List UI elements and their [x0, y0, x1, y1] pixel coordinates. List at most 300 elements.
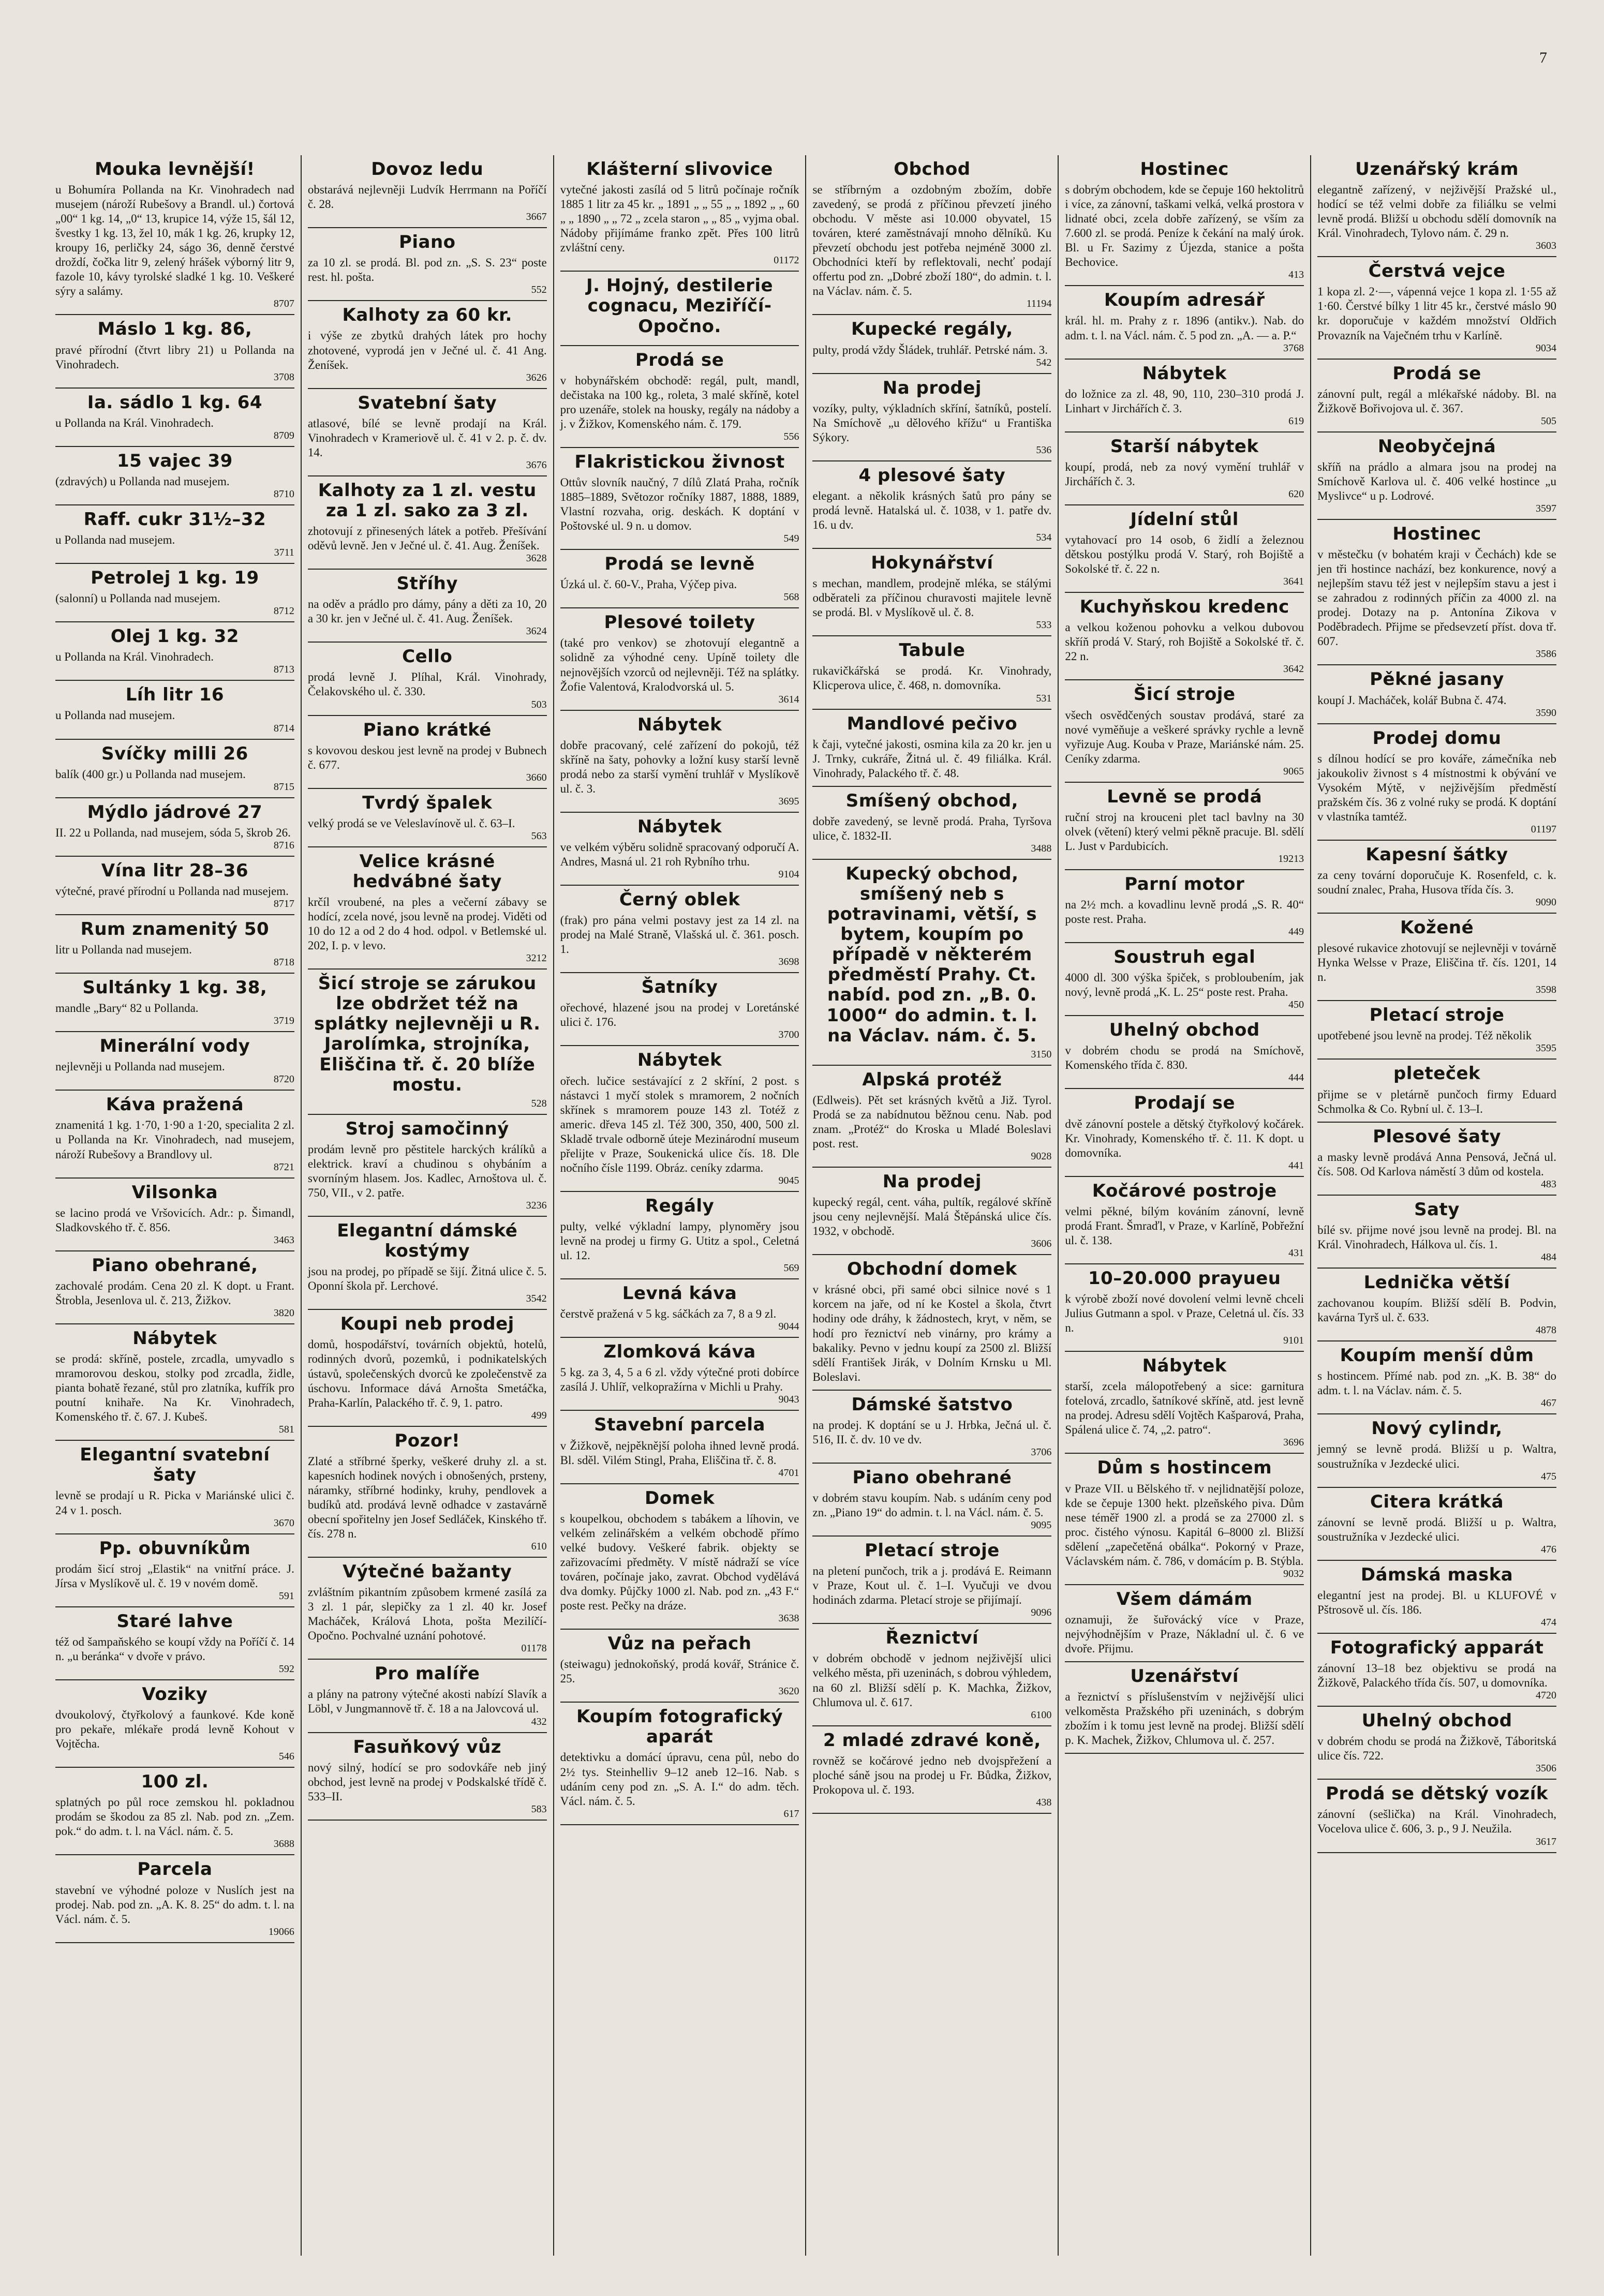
classified-ad — [1065, 505, 1304, 593]
ad-body: se lacino prodá ve Vršovicích. Adr.: p. Šimandl, Sladkovského tř. č. 856. — [55, 1206, 294, 1234]
ad-body: nejlevněji u Pollanda nad musejem. — [55, 1060, 225, 1074]
classified-ad — [560, 1192, 799, 1279]
ad-number: 9090 — [1535, 897, 1556, 908]
classified-ad — [308, 570, 547, 643]
ad-body: levně se prodají u R. Picka v Mariánské ulici č. 24 v 1. posch. — [55, 1489, 294, 1517]
ad-body: u Pollanda na Král. Vinohradech. — [55, 416, 214, 429]
ad-body: čerstvě pražená v 5 kg. sáčkách za 7, 8 a 9 zl. — [560, 1307, 777, 1321]
ad-number: 3212 — [526, 952, 547, 964]
ad-column — [302, 155, 554, 2256]
ad-body: za 10 zl. se prodá. Bl. pod zn. „S. S. 23“ poste rest. hl. pošta. — [307, 256, 547, 284]
ad-body: prodám šicí stroj „Elastik“ na vnitřní práce. J. Jírsa v Myslíkově ul. č. 19 v novém domě. — [55, 1562, 294, 1590]
ad-body: splatných po půl roce zemskou hl. pokladnou prodám se škodou za 85 zl. Nab. pod zn. „Zem. pok.“ do adm. t. l. na Václ. nám. č. 5. — [55, 1796, 294, 1838]
ad-body: zachovalé prodám. Cena 20 zl. K dopt. u Frant. Štrobla, Jesenlova ul. č. 213, Žižkov. — [55, 1279, 294, 1307]
ad-body: II. 22 u Pollanda, nad musejem, sóda 5, škrob 26. — [55, 826, 291, 839]
ad-heading: Vilsonka — [131, 1182, 218, 1203]
ad-body: ořechové, hlazené jsou na prodej v Loretánské ulici č. 176. — [560, 1001, 799, 1029]
ad-body: na pletení punčoch, trik a j. prodává E. Reimann v Praze, Kout ul. č. 1–I. Vyučuji ve dvou hodinách zdarma. Pletací stroje se přijímají. — [812, 1564, 1052, 1607]
ad-number: 3597 — [1535, 502, 1556, 514]
ad-body: s hostincem. Přímé nab. pod zn. „K. B. 38“ do adm. t. l. na Václav. nám. č. 5. — [1317, 1369, 1556, 1397]
ad-body: v dobrém stavu koupím. Nab. s udáním ceny pod zn. „Piano 19“ do admin. t. l. na Václ. nám. č. 5. — [812, 1491, 1052, 1519]
ad-body: k čaji, vytečné jakosti, osmina kila za 20 kr. jen u J. Trnky, cukráře, Žitná ul. č. 49 filiálka. Král. Vinohrady, Palackého tř. č. 48. — [812, 737, 1052, 780]
classified-ad — [55, 1091, 294, 1178]
classified-ad — [812, 1255, 1051, 1390]
ad-body: zachovanou koupím. Bližší sdělí B. Podvin, kavárna Tyrš ul. č. 633. — [1317, 1296, 1556, 1324]
classified-ad — [560, 272, 799, 346]
ad-number: 8716 — [273, 839, 294, 851]
ad-body: dobře zavedený, se levně prodá. Praha, Tyršova ulice, č. 1832-II. — [812, 814, 1052, 842]
classified-ad — [1065, 1662, 1304, 1754]
ad-body: elegantní jest na prodej. Bl. u KLUFOVÉ v Pštrosově ul. čís. 186. — [1317, 1588, 1556, 1616]
ad-body: všech osvědčených soustav prodává, staré za nové vyměňuje a veškeré správky rychle a levně vyřizuje Aug. Kouba v Praze, Mariánské nám. 25. Ceníky zdarma. — [1065, 708, 1304, 765]
classified-ad — [55, 1441, 294, 1534]
ad-heading: Nábytek — [132, 1328, 217, 1349]
ad-heading: Elegantní dámské kostýmy — [337, 1220, 518, 1262]
ad-number: 3590 — [1535, 707, 1556, 719]
ad-heading: Všem dámám — [1116, 1588, 1253, 1609]
ad-heading: Sultánky 1 kg. 38, — [82, 977, 268, 998]
ad-number: 3506 — [1535, 1763, 1556, 1775]
ad-number: 8720 — [273, 1074, 294, 1085]
ad-heading: Vína litr 28–36 — [101, 860, 249, 881]
ad-body: starší, zcela málopotřebený a sice: garnitura fotelová, zrcadlo, šatníkové skříně, atd. jest levně na prodej. Adresu sdělí Vojtěch Kašparová, Praha, Spálená ulice č. 74, „2. patro“. — [1065, 1380, 1304, 1437]
ad-body: s mechan, mandlem, prodejně mléka, se stálými odběrateli za příčinou churavosti majitele levně se prodá. Bl. v Myslíkově ul. č. 8. — [812, 577, 1052, 619]
classified-ad — [55, 1324, 294, 1441]
ad-number: 3768 — [1283, 342, 1304, 354]
ad-number: 3641 — [1283, 576, 1304, 588]
ad-number: 3150 — [1031, 1048, 1052, 1060]
ad-heading: Nábytek — [637, 1050, 722, 1071]
ad-number: 484 — [1540, 1251, 1556, 1263]
ad-heading: Petrolej 1 kg. 19 — [91, 568, 259, 589]
ad-number: 8707 — [273, 298, 294, 310]
ad-number: 3236 — [526, 1200, 547, 1212]
ad-body: v Praze VII. u Bělského tř. v nejlidnatější poloze, kde se čepuje 1300 hekt. plzeňského piva. Dům nese téměř 1900 zl. a prodá se za 27000 zl. s proc. čistého výnosu. Kapitál 6–8000 zl. Bližší sdělení „zapečetěná obálka“. Pokorný v Praze, Václavském nám. č. 786, v domácím p. B. Stýbla. — [1065, 1482, 1304, 1568]
ad-number: 483 — [1540, 1178, 1556, 1190]
classified-ad — [812, 1726, 1051, 1814]
ad-heading: Nábytek — [637, 714, 722, 735]
ad-heading: Dámská maska — [1360, 1564, 1513, 1585]
classified-ad — [812, 860, 1051, 1066]
ad-heading: Šatníky — [641, 977, 718, 998]
ad-body: zhotovují z přinesených látek a potřeb. Přešívání oděvů levně. Jen v Ječné ul. č. 41. Aug. Ženíšek. — [307, 525, 547, 553]
ad-body: kupecký regál, cent. váha, pultík, regálové skříně jsou ceny nejlevnější. Malá Štěpánská ulice čís. 1932, v obchodě. — [812, 1196, 1052, 1238]
ad-heading: 4 plesové šaty — [858, 465, 1006, 486]
ad-number: 3620 — [778, 1686, 799, 1697]
ad-heading: Šicí stroje se zárukou lze obdržet též na splátky nejlevněji u R. Jarolímka, strojníka, Eliščina tř. č. 20 blíže mostu. — [314, 973, 541, 1095]
ad-body: Úzká ul. č. 60-V., Praha, Výčep piva. — [560, 578, 737, 591]
classified-ad — [1065, 155, 1304, 286]
ad-body: skříň na prádlo a almara jsou na prodej na Smíchově Karlova ul. č. 406 velké hostince „u Myslivce“ u p. Lodrové. — [1317, 460, 1556, 502]
ad-heading: Saty — [1414, 1199, 1460, 1220]
ad-number: 556 — [783, 430, 799, 442]
ad-body: pulty, velké výkladní lampy, plynoměry jsou levně na prodej u firmy G. Utitz a spol., Celetná ul. 12. — [560, 1220, 799, 1262]
classified-ad — [560, 1484, 799, 1630]
ad-heading: Pěkné jasany — [1370, 669, 1504, 690]
classified-ad — [1317, 724, 1556, 841]
ad-number: 438 — [1036, 1796, 1052, 1808]
ad-heading: Prodá se dětský vozík — [1326, 1783, 1548, 1805]
ad-body: do ložnice za zl. 48, 90, 110, 230–310 prodá J. Linhart v Jirchářích č. 3. — [1065, 387, 1304, 415]
ad-heading: Kupecké regály, — [851, 319, 1013, 340]
ad-number: 568 — [783, 591, 799, 603]
classified-ad — [55, 622, 294, 681]
ad-number: 505 — [1540, 415, 1556, 427]
ad-number: 3695 — [778, 795, 799, 807]
ad-heading: Koupím menší dům — [1340, 1345, 1534, 1366]
ad-number: 620 — [1288, 488, 1304, 500]
ad-body: u Pollanda nad musejem. — [55, 709, 175, 722]
ad-body: a velkou koženou pohovku a velkou dubovou skříň prodá V. Starý, roh Bojiště a Sokolské tř. č. 22 n. — [1065, 621, 1304, 663]
ad-number: 528 — [531, 1097, 547, 1109]
classified-ad — [812, 374, 1051, 461]
ad-body: dvoukolový, čtyřkolový a faunkové. Kde koně pro pekaře, mlékaře prodá levně Kohout v Vojtěcha. — [55, 1708, 294, 1751]
classified-ad — [1065, 1264, 1304, 1352]
ad-number: 533 — [1036, 619, 1052, 631]
classified-ad — [1317, 841, 1556, 914]
ad-number: 8714 — [273, 722, 294, 734]
ad-heading: Černý oblek — [619, 889, 740, 911]
ad-heading: Pro malíře — [375, 1663, 480, 1684]
ad-body: též od šampaňského se koupí vždy na Poříčí č. 14 n. „u beránka“ v dvoře v právo. — [55, 1635, 294, 1663]
ad-number: 3598 — [1535, 984, 1556, 996]
ad-heading: Čerstvá vejce — [1368, 261, 1506, 282]
classified-ad — [55, 447, 294, 505]
ad-number: 3708 — [273, 371, 294, 383]
classified-ad — [55, 915, 294, 974]
classified-ad — [812, 636, 1051, 709]
ad-heading: Mouka levnější! — [95, 159, 255, 180]
ad-number: 9032 — [1283, 1568, 1304, 1579]
ad-heading: Klášterní slivovice — [586, 159, 773, 180]
classified-ad — [560, 1411, 799, 1484]
classified-ad — [560, 886, 799, 973]
classified-ad — [1065, 1177, 1304, 1264]
classified-ad — [812, 1168, 1051, 1255]
ad-number: 6100 — [1031, 1709, 1052, 1721]
classified-ad — [560, 155, 799, 272]
classified-ad — [560, 1630, 799, 1703]
classified-ad — [812, 1391, 1051, 1464]
ad-heading: Citera krátká — [1370, 1491, 1504, 1512]
ad-number: 19213 — [1278, 853, 1304, 864]
ad-heading: Starší nábytek — [1110, 436, 1259, 457]
ad-heading: Obchodní domek — [847, 1259, 1017, 1280]
ad-heading: Smíšený obchod, — [845, 790, 1019, 811]
ad-heading: Obchod — [894, 159, 971, 180]
ad-heading: Koupi neb prodej — [340, 1314, 514, 1335]
ad-heading: pleteček — [1393, 1063, 1481, 1084]
ad-body: na prodej. K doptání se u J. Hrbka, Ječná ul. č. 516, II. č. dv. 10 ve dv. — [812, 1418, 1052, 1446]
ad-body: elegantně zařízený, v nejživější Pražské ul., hodící se též velmi dobře za filiálku se velmi levně prodá. Bližší u obchodu sdělí domovník na Král. Vinohradech, Tylovo nám. č. 29 n. — [1317, 183, 1556, 240]
ad-number: 3463 — [273, 1234, 294, 1246]
ad-heading: 10–20.000 prayueu — [1088, 1268, 1281, 1289]
classified-ad — [55, 564, 294, 622]
ad-number: 01178 — [521, 1643, 547, 1654]
classified-ad — [308, 228, 547, 301]
ad-body: s kovovou deskou jest levně na prodej v Bubnech č. 677. — [307, 743, 547, 771]
ad-body: (zdravých) u Pollanda nad musejem. — [55, 474, 230, 488]
ad-number: 3700 — [778, 1029, 799, 1041]
ad-heading: Svatební šaty — [358, 392, 497, 413]
ad-heading: Kupecký obchod, smíšený neb s potravinami, větší, s bytem, koupím po případě v některém předměstí Prahy. Ct. nabíd. pod zn. „B. 0. 1000“ do admin. t. l. na Václav. nám. č. 5. — [826, 863, 1038, 1046]
classified-ad — [1317, 1196, 1556, 1269]
classified-ad — [1065, 433, 1304, 505]
ad-number: 01172 — [774, 255, 799, 266]
ad-body: jsou na prodej, po případě se šijí. Žitná ulice č. 5. Oponní škola př. Lerchové. — [307, 1265, 547, 1293]
classified-ad — [308, 1733, 547, 1821]
ad-body: u Bohumíra Pollanda na Kr. Vinohradech nad musejem (nároží Rubešovy a Brandl. ul.) čortová „00“ 1 kg. 14, „0“ 13, krupice 14, výže 15, šál 12, švestky 1 kg. 13, žel 10, mák 1 kg. 26, krupky 12, kroupy 16, perličky 24, ságo 36, denně čerstvé droždí, čočka litr 9, zelený hrášek výborný litr 9, fazole 10, kávy tyrolské sladké 1 kg. 10. Veškeré sýry a salámy. — [55, 183, 294, 298]
ad-body: u Pollanda na Král. Vinohradech. — [55, 650, 214, 664]
ad-number: 3660 — [526, 771, 547, 783]
ad-heading: Neobyčejná — [1377, 436, 1496, 457]
classified-ad — [1065, 360, 1304, 433]
ad-body: u Pollanda nad musejem. — [55, 533, 175, 547]
ad-body: elegant. a několik krásných šatů pro pány se prodá levně. Hatalská ul. č. 1038, v 1. patře dv. 16. u dv. — [812, 489, 1052, 532]
ad-heading: Stroj samočinný — [345, 1118, 509, 1139]
ad-body: zvláštním pikantním způsobem krmené zasílá za 3 zl. 1 pár, slepičky za 1 zl. 40 kr. Josef Macháček, Králová Lhota, pošta Mezilíčí-Opočno. Pochvalné uznání pohotové. — [307, 1586, 547, 1643]
ad-number: 3586 — [1535, 648, 1556, 660]
ad-body: upotřebené jsou levně na prodej. Též několik — [1317, 1029, 1532, 1042]
classified-ad — [1065, 1454, 1304, 1585]
ad-number: 9096 — [1031, 1607, 1052, 1619]
ad-heading: Olej 1 kg. 32 — [110, 626, 239, 647]
ad-body: v dobrém obchodě v jednom nejživější ulici velkého města, při uzeninách, s dobrou výhledem, na 60 zl. Bližší sdělí p. K. Machka, Žižkov, Chlumova ul. č. 617. — [812, 1652, 1052, 1709]
ad-heading: Dovoz ledu — [371, 159, 484, 180]
classified-ad — [55, 1855, 294, 1943]
classified-ad — [1065, 286, 1304, 359]
classified-ad — [308, 643, 547, 715]
ad-heading: Staré lahve — [116, 1611, 233, 1632]
classified-ad — [1317, 1634, 1556, 1707]
ad-body: zánovní se levně prodá. Bližší u p. Waltra, soustružníka v Jezdecké ulici. — [1317, 1515, 1556, 1543]
ad-heading: Svíčky milli 26 — [101, 743, 248, 764]
classified-ad — [1317, 1269, 1556, 1341]
ad-body: 1 kopa zl. 2·—, vápenná vejce 1 kopa zl. 1·55 až 1·60. Čerstvé bílky 1 litr 45 kr., čerstvé máslo 90 kr. doporučuje v každém množství Oldřich Provazník na Vaječném trhu v Karlíně. — [1317, 285, 1556, 342]
classified-ad — [560, 973, 799, 1046]
ad-number: 01197 — [1531, 823, 1556, 835]
ad-heading: Stavební parcela — [594, 1414, 765, 1436]
ad-number: 3626 — [526, 371, 547, 383]
classified-ad — [55, 1607, 294, 1680]
classified-ad — [1317, 1488, 1556, 1561]
ad-heading: J. Hojný, destilerie cognacu, Meziříčí-Opočno. — [586, 275, 774, 337]
ad-body: zánovní pult, regál a mlékařské nádoby. Bl. na Žižkově Bořivojova ul. č. 367. — [1317, 387, 1556, 415]
ad-body: krčíl vroubené, na ples a večerní zábavy se hodící, zcela nové, jsou levně na prodej. Viděti od 10 do 12 a od 2 do 4 hod. odpol. v Betlemské ul. 202, I. p. v levo. — [307, 896, 547, 952]
ad-heading: Domek — [644, 1487, 715, 1509]
ad-number: 8717 — [273, 898, 294, 910]
ad-heading: Prodá se levně — [604, 554, 755, 575]
ad-number: 3706 — [1031, 1446, 1052, 1458]
classified-ad — [812, 1537, 1051, 1624]
ad-heading: Nábytek — [1142, 1355, 1227, 1377]
classified-ad — [560, 813, 799, 886]
ad-heading: Ia. sádlo 1 kg. 64 — [87, 392, 263, 413]
ad-body: Zlaté a stříbrné šperky, veškeré druhy zl. a st. kapesních hodinek nových i obnošených, prsteny, náramky, stříbrné hodinky, kruhy, pendlovek a budíků atd. prodává levně odhadce v zastavárně obecní spořitelny jen Josef Sedláček, Kinského tř. čís. 278 n. — [307, 1454, 547, 1540]
ad-heading: Minerální vody — [99, 1036, 250, 1057]
ad-heading: Voziky — [142, 1683, 208, 1705]
ad-heading: Jídelní stůl — [1130, 509, 1239, 530]
classified-ad — [1317, 1123, 1556, 1196]
classified-ad — [812, 1624, 1051, 1726]
classified-ad — [1317, 1707, 1556, 1780]
ad-number: 610 — [531, 1541, 547, 1553]
ad-body: koupí J. Macháček, kolář Bubna č. 474. — [1317, 693, 1507, 707]
ad-column — [49, 155, 302, 2256]
classified-ad — [560, 550, 799, 608]
classified-ad — [55, 505, 294, 564]
ad-heading: Soustruh egal — [1113, 947, 1256, 968]
ad-number: 8718 — [273, 957, 294, 968]
ad-number: 432 — [531, 1716, 547, 1727]
ad-heading: Máslo 1 kg. 86, — [97, 319, 253, 340]
classified-ad — [55, 155, 294, 315]
ad-number: 8709 — [273, 429, 294, 441]
ad-heading: Dům s hostincem — [1097, 1457, 1272, 1479]
ad-number: 474 — [1540, 1616, 1556, 1628]
ad-number: 3698 — [778, 956, 799, 968]
ad-number: 8715 — [273, 781, 294, 793]
ad-number: 11194 — [1026, 298, 1052, 310]
ad-body: se prodá: skříně, postele, zrcadla, umyvadlo s mramorovou deskou, stolky pod zrcadla, židle, pianta bohatě řezané, stůl pro zlatníka, kufřík pro poutní knihaře. Na Kr. Vinohradech, Komenského tř. č. 67. J. Kubeš. — [55, 1352, 294, 1424]
ad-heading: Elegantní svatební šaty — [80, 1444, 270, 1486]
ad-heading: Alpská protéž — [862, 1069, 1002, 1090]
ad-heading: Stříhy — [396, 573, 458, 594]
ad-heading: Káva pražená — [106, 1094, 244, 1115]
ad-body: (Edlweis). Pět set krásných květů a Již. Tyrol. Prodá se za nabídnutou běžnou cenu. Nab. pod znam. „Protéž“ do Kroska u Mladé Boleslavi post. rest. — [812, 1093, 1052, 1150]
ad-heading: Parcela — [137, 1859, 213, 1880]
ad-heading: Zlomková káva — [603, 1341, 756, 1363]
classified-ad — [55, 1032, 294, 1091]
ad-heading: Šicí stroje — [1133, 684, 1236, 705]
classified-ad — [1065, 870, 1304, 943]
classified-ad — [1317, 1001, 1556, 1060]
classified-ad — [1065, 680, 1304, 782]
ad-number: 3711 — [274, 547, 294, 559]
ad-heading: Kuchyňskou kredenc — [1079, 597, 1289, 618]
classified-ad — [560, 1703, 799, 1825]
ad-body: (steiwagu) jednokoňský, prodá kovář, Stránice č. 25. — [560, 1658, 799, 1686]
ad-number: 549 — [783, 533, 799, 545]
ad-number: 441 — [1288, 1159, 1304, 1171]
ad-heading: Prodej domu — [1372, 727, 1502, 749]
classified-ad — [55, 315, 294, 388]
ad-heading: Pozor! — [394, 1430, 461, 1451]
classified-ad — [1317, 1060, 1556, 1122]
ad-heading: Parní motor — [1124, 873, 1245, 894]
classified-ad — [1317, 257, 1556, 359]
ad-body: pravé přírodní (čtvrt libry 21) u Pollanda na Vinohradech. — [55, 343, 294, 371]
ad-number: 581 — [278, 1424, 294, 1436]
classified-ad — [1317, 665, 1556, 724]
ad-heading: Na prodej — [882, 1171, 982, 1192]
classified-ad — [1317, 1414, 1556, 1487]
classified-ad — [1317, 1780, 1556, 1853]
ad-body: na oděv a prádlo pro dámy, pány a děti za 10, 20 a 30 kr. jen v Ječné ul. č. 41. Aug. Ženíšek. — [307, 598, 547, 625]
ad-number: 9045 — [778, 1174, 799, 1186]
classified-ad — [55, 857, 294, 915]
classified-ad — [308, 389, 547, 476]
ad-body: prodám levně pro pěstitele harckých králíků a elektrick. kraví a chudinou s ohybáním a svorníným hlasem. Jos. Kadlec, Arnoštova ul. č. 750, VII., v 2. patře. — [307, 1142, 547, 1199]
ad-number: 450 — [1288, 999, 1304, 1011]
classified-ad — [812, 1066, 1051, 1168]
ad-heading: Líh litr 16 — [125, 684, 225, 706]
classified-ad — [308, 1558, 547, 1660]
classified-ad — [1065, 1585, 1304, 1662]
ad-body: rovněž se kočárové jedno neb dvojspřežení a ploché sáně jsou na prodej u Fr. Bůdka, Žižkov, Prokopova ul. č. 193. — [812, 1754, 1052, 1796]
ad-number: 8721 — [273, 1161, 294, 1173]
classified-ad — [55, 1680, 294, 1768]
ad-heading: Koupím adresář — [1104, 290, 1265, 311]
classified-ad — [308, 789, 547, 847]
classified-ad — [1065, 783, 1304, 870]
ad-body: 5 kg. za 3, 4, 5 a 6 zl. vždy výtečné proti dobírce zasílá J. Uhlíř, velkopražírna v Michli u Prahy. — [560, 1366, 799, 1394]
classified-ad — [560, 1338, 799, 1411]
ad-body: atlasové, bílé se levně prodají na Král. Vinohradech v Krameriově ul. č. 41 v 2. p. č. dv. 14. — [307, 416, 547, 459]
ad-heading: Na prodej — [882, 377, 982, 398]
ad-number: 3719 — [273, 1015, 294, 1027]
ad-heading: Raff. cukr 31½–32 — [83, 509, 266, 530]
ad-heading: Pletací stroje — [864, 1540, 1000, 1561]
ad-body: plesové rukavice zhotovují se nejlevněji v továrně Hynka Welsse v Praze, Eliščina tř. čís. 1201, 14 n. — [1317, 942, 1556, 984]
ad-heading: Flakristickou živnost — [574, 451, 785, 472]
ad-body: dvě zánovní postele a dětský čtyřkolový kočárek. Kr. Vinohrady, Komenského tř. č. 11. K dopt. u domovníka. — [1065, 1117, 1304, 1159]
ad-heading: Piano obehrané — [852, 1467, 1012, 1488]
ad-body: vozíky, pulty, výkladních skříní, šatníků, postelí. Na Smíchově „u dělového křížu“ u Františka Sýkory. — [812, 401, 1052, 444]
ad-number: 475 — [1540, 1470, 1556, 1482]
ad-body: ruční stroj na krouceni plet tacl bavlny na 30 olvek (větení) který velmi pěkně pracuje. Bl. sdělí L. Just v Pardubicích. — [1065, 810, 1304, 853]
ad-number: 3595 — [1535, 1042, 1556, 1054]
ad-heading: Hostinec — [1392, 523, 1481, 544]
ad-number: 4720 — [1535, 1690, 1556, 1702]
ad-heading: Koupím fotografický aparát — [576, 1706, 783, 1748]
classified-ad — [55, 740, 294, 798]
classified-ad — [560, 346, 799, 448]
ad-heading: Piano obehrané, — [92, 1255, 258, 1276]
classified-ad — [812, 155, 1051, 315]
ad-body: obstarává nejlevněji Ludvík Herrmann na Poříčí č. 28. — [307, 183, 547, 211]
ad-body: král. hl. m. Prahy z r. 1896 (antikv.). Nab. do adm. t. l. na Václ. nám. č. 5 pod zn. „A. — a. P.“ — [1065, 314, 1304, 342]
classified-ad — [308, 847, 547, 970]
ad-body: v dobrém chodu se prodá na Žižkově, Táboritská ulice čís. 722. — [1317, 1735, 1556, 1763]
ad-number: 542 — [1036, 356, 1052, 368]
ad-heading: Piano krátké — [363, 719, 492, 740]
ad-number: 476 — [1540, 1543, 1556, 1555]
classified-ad — [1317, 520, 1556, 665]
ad-number: 9101 — [1283, 1335, 1304, 1347]
ad-number: 3670 — [273, 1517, 294, 1529]
ad-body: k výrobě zboží nové dovolení velmi levně chceli Julius Gutmann a spol. v Praze, Celetná ul. čís. 33 n. — [1065, 1292, 1304, 1335]
ad-body: litr u Pollanda nad musejem. — [55, 943, 192, 957]
classified-ad — [1317, 155, 1556, 257]
ad-number: 8710 — [273, 488, 294, 500]
ad-body: oznamuji, že šuřovácký více v Praze, nejvýhodnějším v Praze, Nákladní ul. č. 6 ve dvoře. Přijmu. — [1065, 1613, 1304, 1656]
ad-number: 4701 — [778, 1467, 799, 1479]
classified-ad — [55, 974, 294, 1032]
ad-body: mandle „Bary“ 82 u Pollanda. — [55, 1002, 199, 1015]
ad-number: 467 — [1540, 1397, 1556, 1409]
ad-number: 3614 — [778, 693, 799, 705]
ad-body: v dobrém chodu se prodá na Smíchově, Komenského třída č. 830. — [1065, 1044, 1304, 1072]
classified-ad — [55, 1768, 294, 1855]
ad-body: znamenitá 1 kg. 1·70, 1·90 a 1·20, specialita 2 zl. u Pollanda na Kr. Vinohradech, nad musejem, nároží Rubešovy a Brandlovy ul. — [55, 1119, 294, 1161]
ad-heading: Pp. obuvníkům — [99, 1538, 251, 1559]
ad-heading: Prodají se — [1134, 1093, 1236, 1114]
ad-heading: Dámské šatstvo — [851, 1394, 1013, 1415]
classified-ad — [1317, 914, 1556, 1001]
ad-heading: Tabule — [899, 640, 966, 661]
ad-body: vytahovací pro 14 osob, 6 židlí a železnou dětskou postýlku prodá V. Starý, roh Bojiště a Sokolské tř. č. 22 n. — [1065, 533, 1304, 576]
